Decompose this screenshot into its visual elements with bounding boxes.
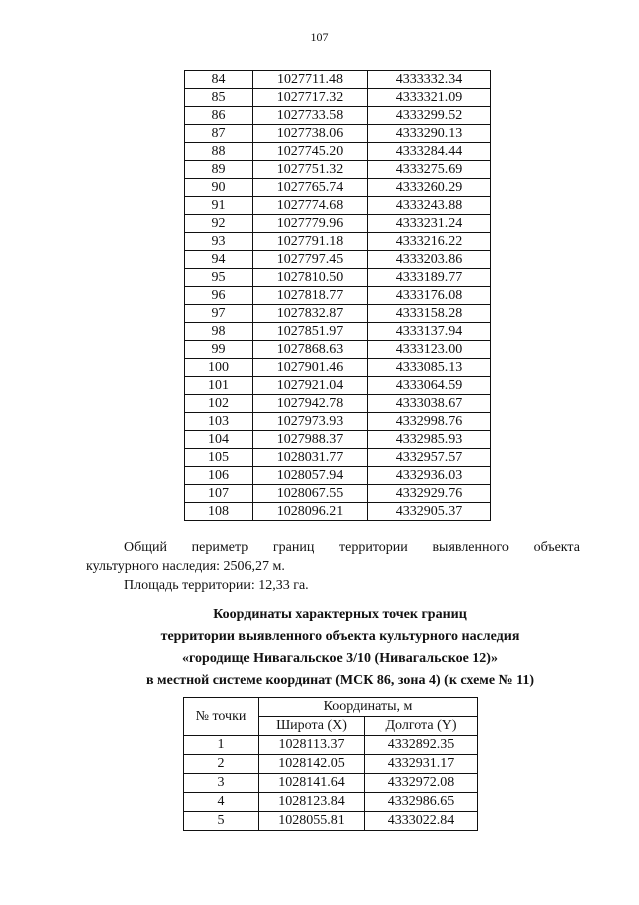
x-coordinate-cell: 1027973.93 [253,413,368,431]
x-coordinate-cell: 1028123.84 [259,793,365,812]
x-coordinate-cell: 1027779.96 [253,215,368,233]
x-coordinate-cell: 1027797.45 [253,251,368,269]
perimeter-word: объекта [533,540,580,555]
y-coordinate-cell: 4333275.69 [368,161,491,179]
x-coordinate-cell: 1027751.32 [253,161,368,179]
x-coordinate-cell: 1027832.87 [253,305,368,323]
y-coordinate-cell: 4333203.86 [368,251,491,269]
y-coordinate-cell: 4333243.88 [368,197,491,215]
coordinates-table-scheme-11 [183,697,478,831]
y-coordinate-cell: 4333332.34 [368,71,491,89]
perimeter-line-2: культурного наследия: 2506,27 м. [86,559,285,574]
y-coordinate-cell: 4332998.76 [368,413,491,431]
heading-line-2: территории выявленного объекта культурного наследия [160,629,520,644]
table-row [184,793,478,812]
point-number-cell: 94 [185,251,253,269]
table-row [184,812,478,831]
x-coordinate-cell: 1027851.97 [253,323,368,341]
point-number-cell: 104 [185,431,253,449]
table-row [185,467,491,485]
section-heading [60,604,620,692]
table-row [185,359,491,377]
point-number-cell: 87 [185,125,253,143]
table-row [185,197,491,215]
x-coordinate-cell: 1027901.46 [253,359,368,377]
point-number-cell: 92 [185,215,253,233]
y-coordinate-cell: 4333284.44 [368,143,491,161]
coordinates-table-body [185,71,491,521]
x-coordinate-cell: 1028142.05 [259,755,365,774]
table-row [185,341,491,359]
point-number-cell: 5 [184,812,259,831]
area-text: Площадь территории: 12,33 га. [124,578,309,593]
table-row [185,413,491,431]
x-coordinate-cell: 1028096.21 [253,503,368,521]
point-number-cell: 93 [185,233,253,251]
x-coordinate-cell: 1028057.94 [253,467,368,485]
point-number-cell: 91 [185,197,253,215]
table-row [185,251,491,269]
x-coordinate-cell: 1028055.81 [259,812,365,831]
point-number-cell: 90 [185,179,253,197]
table-row [184,755,478,774]
x-coordinate-cell: 1027765.74 [253,179,368,197]
x-coordinate-cell: 1027988.37 [253,431,368,449]
heading-line-1: Координаты характерных точек границ [213,607,467,622]
page-number: 107 [310,30,329,44]
perimeter-word: выявленного [432,540,509,555]
y-coordinate-cell: 4332957.57 [368,449,491,467]
header-longitude: Долгота (Y) [365,717,478,736]
table-row [185,233,491,251]
table-row [185,323,491,341]
y-coordinate-cell: 4332986.65 [365,793,478,812]
y-coordinate-cell: 4333231.24 [368,215,491,233]
y-coordinate-cell: 4333299.52 [368,107,491,125]
x-coordinate-cell: 1027818.77 [253,287,368,305]
y-coordinate-cell: 4333085.13 [368,359,491,377]
x-coordinate-cell: 1027745.20 [253,143,368,161]
point-number-cell: 107 [185,485,253,503]
scheme-11-table-body [184,736,478,831]
y-coordinate-cell: 4333321.09 [368,89,491,107]
point-number-cell: 100 [185,359,253,377]
x-coordinate-cell: 1027733.58 [253,107,368,125]
point-number-cell: 98 [185,323,253,341]
header-point-number: № точки [184,698,259,736]
table-row [185,503,491,521]
table-row [185,71,491,89]
perimeter-word: периметр [191,540,249,555]
y-coordinate-cell: 4333022.84 [365,812,478,831]
table-row [185,377,491,395]
heading-line-4: в местной системе координат (МСК 86, зона 4) (к схеме № 11) [146,673,534,688]
perimeter-word: Общий [124,540,167,555]
y-coordinate-cell: 4333038.67 [368,395,491,413]
header-latitude: Широта (X) [259,717,365,736]
x-coordinate-cell: 1028067.55 [253,485,368,503]
point-number-cell: 88 [185,143,253,161]
table-row [185,287,491,305]
y-coordinate-cell: 4332936.03 [368,467,491,485]
table-row [185,161,491,179]
coordinates-table-continued [184,70,491,521]
y-coordinate-cell: 4332972.08 [365,774,478,793]
table-row [185,179,491,197]
point-number-cell: 102 [185,395,253,413]
point-number-cell: 2 [184,755,259,774]
table-row [185,269,491,287]
point-number-cell: 95 [185,269,253,287]
y-coordinate-cell: 4333260.29 [368,179,491,197]
y-coordinate-cell: 4333158.28 [368,305,491,323]
y-coordinate-cell: 4333189.77 [368,269,491,287]
y-coordinate-cell: 4332905.37 [368,503,491,521]
x-coordinate-cell: 1028113.37 [259,736,365,755]
perimeter-word: территории [339,540,408,555]
perimeter-word: границ [272,540,315,555]
point-number-cell: 4 [184,793,259,812]
point-number-cell: 84 [185,71,253,89]
y-coordinate-cell: 4333176.08 [368,287,491,305]
x-coordinate-cell: 1027711.48 [253,71,368,89]
point-number-cell: 89 [185,161,253,179]
y-coordinate-cell: 4332985.93 [368,431,491,449]
x-coordinate-cell: 1027942.78 [253,395,368,413]
table-row [185,89,491,107]
y-coordinate-cell: 4333064.59 [368,377,491,395]
table-row [184,774,478,793]
table-row [185,449,491,467]
point-number-cell: 101 [185,377,253,395]
table-row [184,736,478,755]
x-coordinate-cell: 1027717.32 [253,89,368,107]
header-coordinates: Координаты, м [259,698,478,717]
x-coordinate-cell: 1027791.18 [253,233,368,251]
perimeter-line-1 [86,538,580,557]
point-number-cell: 96 [185,287,253,305]
point-number-cell: 3 [184,774,259,793]
table-row [185,215,491,233]
y-coordinate-cell: 4333290.13 [368,125,491,143]
point-number-cell: 85 [185,89,253,107]
y-coordinate-cell: 4332931.17 [365,755,478,774]
x-coordinate-cell: 1028141.64 [259,774,365,793]
table-row [185,107,491,125]
point-number-cell: 97 [185,305,253,323]
y-coordinate-cell: 4332929.76 [368,485,491,503]
y-coordinate-cell: 4333216.22 [368,233,491,251]
x-coordinate-cell: 1027921.04 [253,377,368,395]
point-number-cell: 108 [185,503,253,521]
table-row [185,395,491,413]
y-coordinate-cell: 4333123.00 [368,341,491,359]
x-coordinate-cell: 1027810.50 [253,269,368,287]
point-number-cell: 99 [185,341,253,359]
point-number-cell: 106 [185,467,253,485]
x-coordinate-cell: 1028031.77 [253,449,368,467]
x-coordinate-cell: 1027738.06 [253,125,368,143]
heading-line-3: «городище Нивагальское 3/10 (Нивагальское 12)» [182,651,498,666]
point-number-cell: 103 [185,413,253,431]
table-row [185,125,491,143]
table-row [185,305,491,323]
table-row [185,431,491,449]
point-number-cell: 105 [185,449,253,467]
x-coordinate-cell: 1027774.68 [253,197,368,215]
point-number-cell: 1 [184,736,259,755]
table-row [185,143,491,161]
perimeter-paragraph [86,538,580,595]
x-coordinate-cell: 1027868.63 [253,341,368,359]
y-coordinate-cell: 4333137.94 [368,323,491,341]
table-row [185,485,491,503]
y-coordinate-cell: 4332892.35 [365,736,478,755]
point-number-cell: 86 [185,107,253,125]
